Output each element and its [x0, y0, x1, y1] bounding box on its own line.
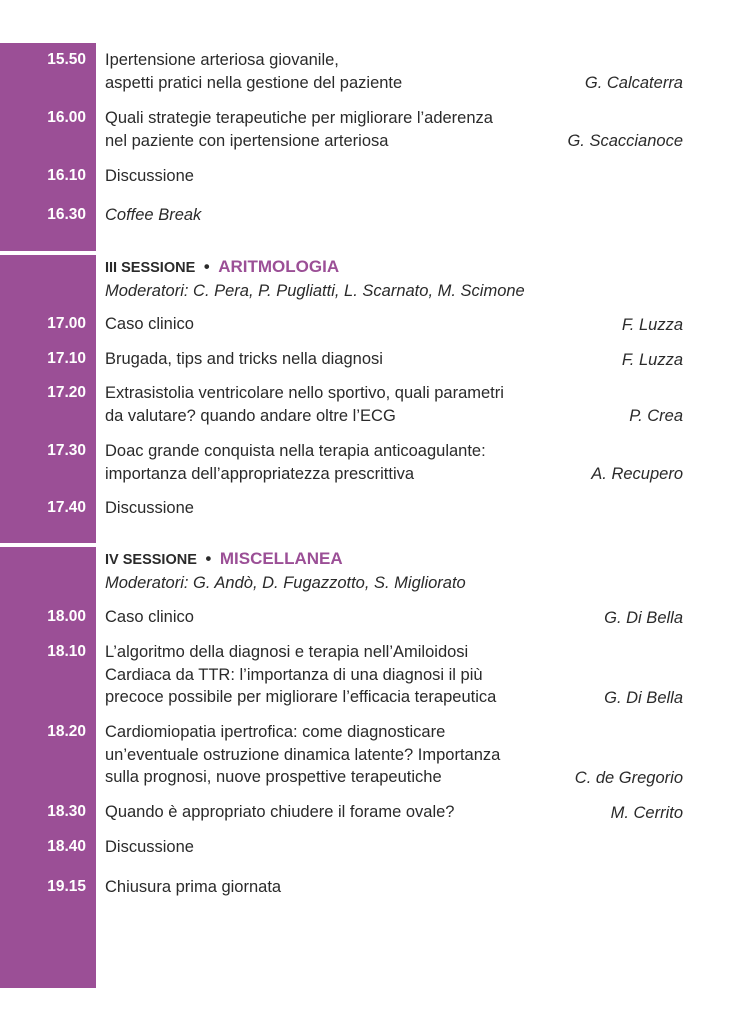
item-speaker: C. de Gregorio — [574, 768, 683, 787]
item-title: Brugada, tips and tricks nella diagnosi — [105, 350, 383, 368]
item-title: Quali strategie terapeutiche per migliorare l’aderenza nel paziente con ipertensione arteriosa — [105, 109, 493, 150]
session-topic: MISCELLANEA — [219, 549, 343, 568]
item-time: 18.40 — [47, 838, 86, 855]
program-item — [0, 313, 731, 336]
item-title: Discussione — [105, 499, 194, 517]
item-title: Quando è appropriato chiudere il forame ovale? — [105, 803, 455, 821]
item-time: 16.10 — [47, 167, 86, 184]
item-title: Discussione — [105, 167, 194, 185]
program-item — [0, 382, 731, 427]
item-speaker: A. Recupero — [591, 464, 683, 483]
session-topic: ARITMOLOGIA — [218, 257, 340, 276]
session-header — [105, 256, 705, 302]
item-time: 18.30 — [47, 803, 86, 820]
item-time: 17.40 — [47, 499, 86, 516]
item-time: 18.00 — [47, 608, 86, 625]
item-time: 17.20 — [47, 384, 86, 401]
program-item — [0, 204, 731, 227]
item-time: 17.00 — [47, 315, 86, 332]
item-title: L’algoritmo della diagnosi e terapia nell’Amiloidosi Cardiaca da TTR: l’importanza di una diagnosi il più precoce possibile per migliorare l’efficacia terapeutica — [105, 643, 497, 706]
item-title: Chiusura prima giornata — [105, 878, 282, 896]
program-item — [0, 641, 731, 709]
item-title: Extrasistolia ventricolare nello sportivo, quali parametri da valutare? quando andare oltre l’ECG — [105, 384, 504, 425]
item-time: 17.10 — [47, 350, 86, 367]
item-speaker: G. Di Bella — [604, 688, 683, 707]
item-speaker: F. Luzza — [621, 350, 683, 369]
session-label: III SESSIONE — [105, 260, 196, 276]
program-item — [0, 836, 731, 859]
item-time: 19.15 — [47, 878, 86, 895]
item-title: Cardiomiopatia ipertrofica: come diagnosticare un’eventuale ostruzione dinamica latente? Importanza sulla prognosi, nuove prospettive terapeutiche — [105, 723, 501, 786]
item-time: 15.50 — [47, 51, 86, 68]
session-divider — [0, 543, 731, 547]
item-time: 16.00 — [47, 109, 86, 126]
item-title: Caso clinico — [105, 608, 194, 626]
session-moderators: Moderatori: G. Andò, D. Fugazzotto, S. Migliorato — [105, 573, 466, 592]
item-speaker: M. Cerrito — [610, 803, 683, 822]
item-title: Discussione — [105, 838, 194, 856]
item-time: 18.10 — [47, 643, 86, 660]
item-time: 17.30 — [47, 442, 86, 459]
session-label: IV SESSIONE — [105, 552, 197, 568]
program-item — [0, 165, 731, 188]
item-speaker: P. Crea — [629, 406, 683, 425]
bullet-separator: • — [205, 550, 212, 568]
session-moderators: Moderatori: C. Pera, P. Pugliatti, L. Scarnato, M. Scimone — [105, 281, 525, 300]
item-title: Caso clinico — [105, 315, 194, 333]
item-speaker: G. Di Bella — [604, 608, 683, 627]
program-item — [0, 801, 731, 824]
item-title: Doac grande conquista nella terapia anticoagulante: importanza dell’appropriatezza prescrittiva — [105, 442, 486, 483]
program-item — [0, 606, 731, 629]
item-title: Ipertensione arteriosa giovanile, aspetti pratici nella gestione del paziente — [105, 51, 403, 92]
program-item — [0, 876, 731, 899]
session-header — [105, 548, 705, 594]
item-speaker: G. Calcaterra — [584, 73, 683, 92]
program-item — [0, 497, 731, 520]
program-item — [0, 440, 731, 485]
program-item — [0, 348, 731, 371]
item-speaker: G. Scaccianoce — [567, 131, 683, 150]
item-time: 18.20 — [47, 723, 86, 740]
item-speaker: F. Luzza — [621, 315, 683, 334]
bullet-separator: • — [203, 258, 210, 276]
program-item — [0, 107, 731, 152]
item-title: Coffee Break — [105, 206, 202, 224]
program-item — [0, 721, 731, 789]
session-divider — [0, 251, 731, 255]
item-time: 16.30 — [47, 206, 86, 223]
program-item — [0, 49, 731, 94]
